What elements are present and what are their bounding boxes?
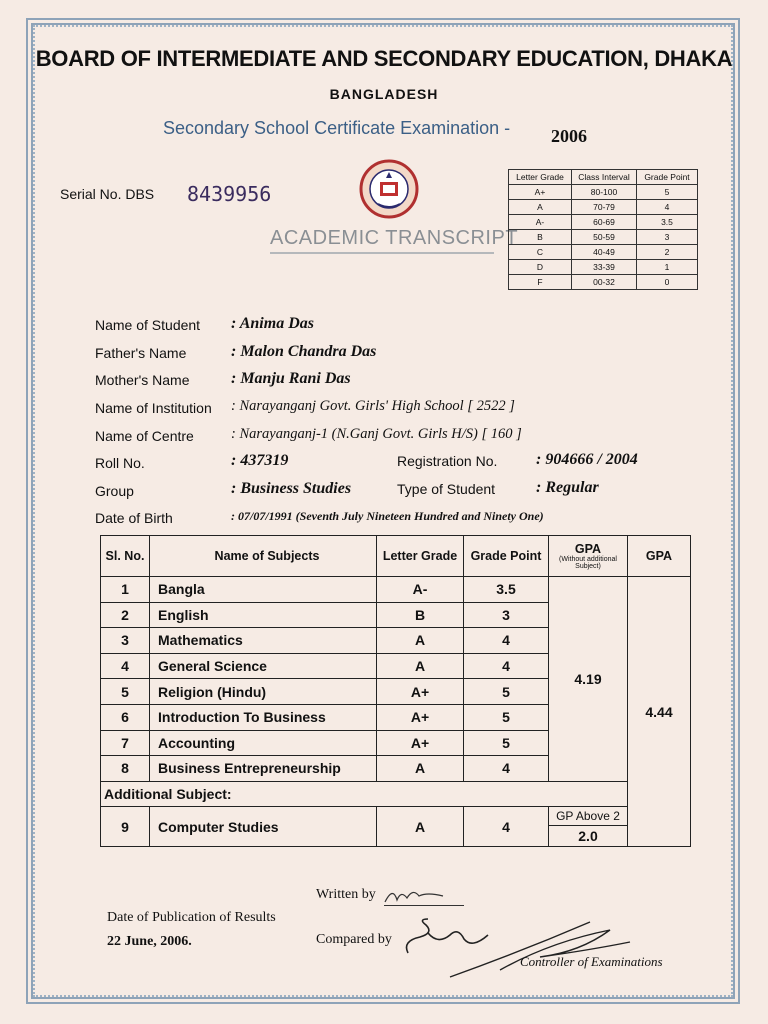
grade-scale-row: [509, 230, 698, 245]
grade-scale-row: [509, 185, 698, 200]
serial-number: 8439956: [187, 182, 272, 206]
gp-above-label: GP Above 2: [549, 807, 627, 826]
serial-label: Serial No. DBS: [60, 186, 155, 202]
row-subject: Introduction To Business: [150, 704, 377, 730]
header-grade-point: Grade Point: [464, 536, 549, 577]
row-letter-grade: A+: [377, 704, 464, 730]
row-letter-grade: A: [377, 756, 464, 782]
scale-interval: 60-69: [572, 215, 637, 230]
scale-letter: F: [509, 275, 572, 290]
institution-label: Name of Institution: [95, 400, 212, 416]
centre-label: Name of Centre: [95, 428, 194, 444]
additional-subject-label: Additional Subject:: [101, 781, 628, 807]
row-sl: 4: [101, 653, 150, 679]
table-row: [101, 807, 691, 847]
scale-letter: A: [509, 200, 572, 215]
controller-signature-icon: [440, 912, 640, 982]
header-subject: Name of Subjects: [150, 536, 377, 577]
exam-year: 2006: [551, 126, 587, 146]
row-sl: 9: [101, 807, 150, 847]
scale-point: 0: [637, 275, 698, 290]
row-grade-point: 4: [464, 807, 549, 847]
row-letter-grade: A+: [377, 730, 464, 756]
registration-number: : 904666 / 2004: [536, 451, 638, 468]
scale-interval: 50-59: [572, 230, 637, 245]
group-value: : Business Studies: [231, 480, 352, 497]
mother-name-label: Mother's Name: [95, 372, 190, 388]
written-by-label: Written by: [316, 887, 376, 902]
row-letter-grade: A: [377, 807, 464, 847]
additional-subject-row: [101, 781, 691, 807]
student-name: : Anima Das: [231, 315, 314, 332]
document-title: ACADEMIC TRANSCRIPT: [270, 227, 519, 249]
row-subject: Bangla: [150, 577, 377, 603]
row-letter-grade: A+: [377, 679, 464, 705]
grade-scale-table: [508, 169, 698, 290]
dob-label: Date of Birth: [95, 510, 173, 526]
board-seal-icon: [358, 158, 420, 220]
compared-by-label: Compared by: [316, 932, 392, 947]
header-gpa-without-label: GPA: [574, 542, 602, 556]
publication-date: 22 June, 2006.: [107, 934, 192, 949]
gp-above-cell: [549, 807, 628, 847]
grade-scale-row: [509, 215, 698, 230]
row-letter-grade: A: [377, 653, 464, 679]
row-grade-point: 5: [464, 704, 549, 730]
father-name: : Malon Chandra Das: [231, 343, 377, 360]
table-row: [101, 577, 691, 603]
row-subject: General Science: [150, 653, 377, 679]
scale-letter: D: [509, 260, 572, 275]
title-underline: [270, 252, 494, 254]
institution-name: : Narayanganj Govt. Girls' High School [ 2522 ]: [231, 398, 515, 414]
grade-scale-row: [509, 245, 698, 260]
header-gpa-without: [549, 536, 628, 577]
scale-interval: 00-32: [572, 275, 637, 290]
registration-label: Registration No.: [397, 453, 498, 469]
row-sl: 1: [101, 577, 150, 603]
exam-name: Secondary School Certificate Examination -: [163, 118, 511, 138]
scale-point: 1: [637, 260, 698, 275]
scale-letter: B: [509, 230, 572, 245]
gp-above-value: 2.0: [578, 828, 598, 845]
gpa-total: 4.44: [628, 577, 691, 847]
row-grade-point: 4: [464, 756, 549, 782]
row-sl: 3: [101, 628, 150, 654]
row-grade-point: 3.5: [464, 577, 549, 603]
row-sl: 5: [101, 679, 150, 705]
row-letter-grade: B: [377, 602, 464, 628]
row-grade-point: 4: [464, 653, 549, 679]
father-name-label: Father's Name: [95, 345, 187, 361]
row-grade-point: 5: [464, 730, 549, 756]
row-subject: Computer Studies: [150, 807, 377, 847]
row-sl: 6: [101, 704, 150, 730]
scale-letter: A-: [509, 215, 572, 230]
grade-scale-row: [509, 260, 698, 275]
scale-header-letter: Letter Grade: [509, 170, 572, 185]
row-letter-grade: A-: [377, 577, 464, 603]
scale-interval: 40-49: [572, 245, 637, 260]
row-grade-point: 4: [464, 628, 549, 654]
roll-number: : 437319: [231, 452, 289, 469]
roll-label: Roll No.: [95, 455, 145, 471]
grade-scale-row: [509, 200, 698, 215]
centre-name: : Narayanganj-1 (N.Ganj Govt. Girls H/S) [ 160 ]: [231, 426, 522, 442]
row-sl: 8: [101, 756, 150, 782]
marks-table: [100, 535, 691, 847]
scale-point: 4: [637, 200, 698, 215]
row-grade-point: 5: [464, 679, 549, 705]
row-letter-grade: A: [377, 628, 464, 654]
row-subject: Accounting: [150, 730, 377, 756]
scale-letter: A+: [509, 185, 572, 200]
row-subject: English: [150, 602, 377, 628]
scale-header-interval: Class Interval: [572, 170, 637, 185]
row-sl: 2: [101, 602, 150, 628]
scale-letter: C: [509, 245, 572, 260]
publication-label: Date of Publication of Results: [107, 910, 276, 925]
header-gpa-without-note: (Without additional Subject): [559, 556, 617, 570]
controller-label: Controller of Examinations: [520, 954, 663, 969]
scale-point: 3: [637, 230, 698, 245]
written-by-signature-icon: [383, 884, 453, 906]
dob-value: : 07/07/1991 (Seventh July Nineteen Hundred and Ninety One): [231, 509, 544, 523]
mother-name: : Manju Rani Das: [231, 370, 351, 387]
marks-header-row: [101, 536, 691, 577]
scale-header-point: Grade Point: [637, 170, 698, 185]
grade-scale-row: [509, 275, 698, 290]
student-type: : Regular: [536, 479, 599, 496]
scale-point: 2: [637, 245, 698, 260]
scale-interval: 33-39: [572, 260, 637, 275]
row-subject: Business Entrepreneurship: [150, 756, 377, 782]
board-title: BOARD OF INTERMEDIATE AND SECONDARY EDUCATION, DHAKA: [35, 46, 733, 71]
scale-point: 3.5: [637, 215, 698, 230]
grade-scale-header: [509, 170, 698, 185]
row-subject: Mathematics: [150, 628, 377, 654]
row-sl: 7: [101, 730, 150, 756]
header-sl: Sl. No.: [101, 536, 150, 577]
group-label: Group: [95, 483, 134, 499]
scale-interval: 70-79: [572, 200, 637, 215]
row-subject: Religion (Hindu): [150, 679, 377, 705]
student-name-label: Name of Student: [95, 317, 201, 333]
gpa-without-additional: 4.19: [549, 577, 628, 782]
row-grade-point: 3: [464, 602, 549, 628]
country-name: BANGLADESH: [329, 86, 439, 102]
scale-interval: 80-100: [572, 185, 637, 200]
student-type-label: Type of Student: [397, 481, 496, 497]
header-gpa: GPA: [628, 536, 691, 577]
header-letter-grade: Letter Grade: [377, 536, 464, 577]
scale-point: 5: [637, 185, 698, 200]
